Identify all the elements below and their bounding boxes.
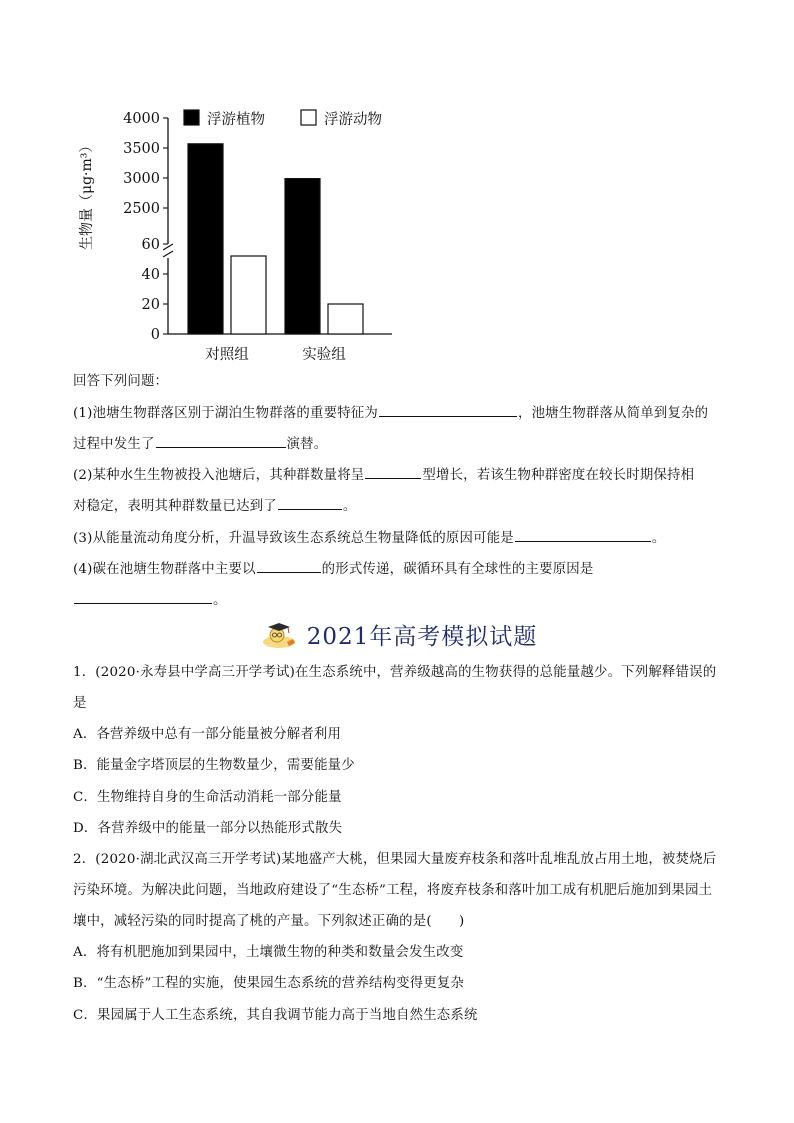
q3-text-a: (3)从能量流动角度分析，升温导致该生态系统总生物量降低的原因可能是 <box>73 531 514 546</box>
mcq1-option-c[interactable]: C．生物维持自身的生命活动消耗一部分能量 <box>73 790 342 805</box>
y-axis-label-text: 生物量（μg·m³） <box>79 140 95 250</box>
y-tick-label: 2500 <box>123 201 160 217</box>
y-tick-label: 60 <box>141 237 160 253</box>
mcq1-option-a[interactable]: A．各营养级中总有一部分能量被分解者利用 <box>73 727 342 742</box>
mcq2-stem-line-1: 2．(2020·湖北武汉高三开学考试)某地盛产大桃，但果园大量废弃枝条和落叶乱堆乱放占用土地，被焚烧后 <box>73 852 717 867</box>
legend-label: 浮游动物 <box>324 112 382 128</box>
section-banner <box>0 618 794 656</box>
bar <box>328 304 363 334</box>
question-2-line-2 <box>73 495 356 517</box>
graduation-cap-icon <box>257 620 301 650</box>
biomass-bar-chart <box>0 0 794 380</box>
y-tick-label: 20 <box>141 297 160 313</box>
question-2-line-1 <box>73 464 694 486</box>
chart-category-labels <box>205 346 346 363</box>
q4-text-a: (4)碳在池塘生物群落中主要以 <box>73 562 256 577</box>
q4-blank-1[interactable] <box>257 558 321 573</box>
q2-text-b: 型增长，若该生物种群密度在较长时期保持相 <box>422 468 695 483</box>
bar <box>285 179 320 334</box>
q1-text-a: (1)池塘生物群落区别于湖泊生物群落的重要特征为 <box>73 406 378 421</box>
q1-text-b: ，池塘生物群落从简单到复杂的 <box>517 406 709 421</box>
x-category-label: 对照组 <box>205 347 249 363</box>
mcq2-option-a[interactable]: A．将有机肥施加到果园中，土壤微生物的种类和数量会发生改变 <box>73 945 464 960</box>
mcq1-stem-line-1: 1．(2020·永寿县中学高三开学考试)在生态系统中，营养级越高的生物获得的总能量越少。下列解释错误的 <box>73 665 717 680</box>
mcq1-option-b[interactable]: B．能量金字塔顶层的生物数量少，需要能量少 <box>73 758 355 773</box>
axis-break-mark <box>163 244 173 257</box>
legend-swatch <box>184 110 199 125</box>
y-tick-label: 4000 <box>123 111 160 127</box>
mcq2-option-c[interactable]: C．果园属于人工生态系统，其自我调节能力高于当地自然生态系统 <box>73 1008 478 1023</box>
bar <box>231 256 266 334</box>
q4-text-c: 。 <box>213 593 227 608</box>
q4-blank-2[interactable] <box>74 589 212 604</box>
chart-legend <box>184 110 382 128</box>
mcq2-option-b[interactable]: B．“生态桥”工程的实施，使果园生态系统的营养结构变得更复杂 <box>73 976 465 991</box>
question-3-line-1 <box>73 527 665 549</box>
q2-blank-1[interactable] <box>365 464 421 479</box>
question-4-line-1 <box>73 558 593 580</box>
chart-ticks <box>123 111 168 343</box>
q2-blank-2[interactable] <box>278 495 342 510</box>
mcq2-stem-line-2: 污染环境。为解决此问题，当地政府建设了“生态桥”工程，将废弃枝条和落叶加工成有机肥后施加到果园土 <box>73 883 713 898</box>
q2-text-d: 。 <box>342 499 357 514</box>
y-tick-label: 0 <box>150 327 160 343</box>
q3-blank-1[interactable] <box>515 527 651 542</box>
q3-text-b: 。 <box>651 531 666 546</box>
q4-text-b: 的形式传递，碳循环具有全球性的主要原因是 <box>321 562 594 577</box>
q2-text-c: 对稳定，表明其种群数量已达到了 <box>73 499 277 514</box>
q1-blank-2[interactable] <box>156 433 286 448</box>
bar <box>188 144 223 334</box>
y-tick-label: 3000 <box>123 171 160 187</box>
intro-text: 回答下列问题： <box>73 374 169 389</box>
y-tick-label: 40 <box>141 267 160 283</box>
q2-text-a: (2)某种水生生物被投入池塘后，其种群数量将呈 <box>73 468 365 483</box>
y-tick-label: 3500 <box>123 141 160 157</box>
legend-label: 浮游植物 <box>207 112 265 128</box>
chart-y-axis-label <box>74 140 100 260</box>
mcq1-option-d[interactable]: D．各营养级中的能量一部分以热能形式散失 <box>73 821 343 836</box>
question-1-line-1 <box>73 402 708 424</box>
q1-blank-1[interactable] <box>379 402 517 417</box>
question-4-line-2 <box>73 589 227 611</box>
question-1-line-2 <box>73 433 327 455</box>
mcq2-stem-line-3: 壤中，减轻污染的同时提高了桃的产量。下列叙述正确的是( ) <box>73 914 465 929</box>
mcq1-stem-line-2: 是 <box>73 696 87 711</box>
banner-title: 2021年高考模拟试题 <box>306 624 538 650</box>
q1-text-c: 过程中发生了 <box>73 437 155 452</box>
q1-text-d: 演替。 <box>286 437 328 452</box>
legend-swatch <box>301 110 316 125</box>
x-category-label: 实验组 <box>302 347 346 363</box>
chart-bars <box>188 144 363 334</box>
